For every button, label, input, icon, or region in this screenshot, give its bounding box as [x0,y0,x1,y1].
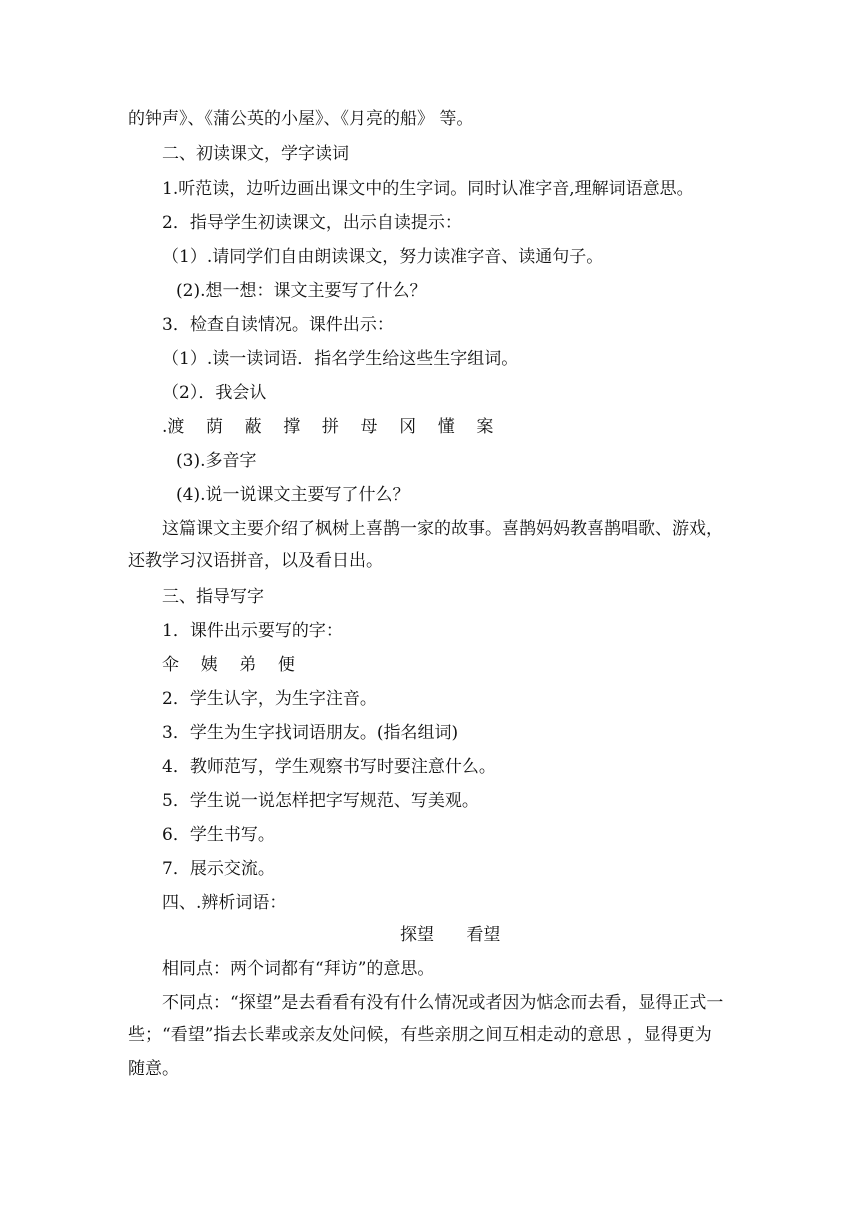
text-line: 2．学生认字，为生字注音。 [162,689,377,709]
paragraph-line: 相同点：两个词都有“拜访”的意思。 [162,959,435,979]
text-line: 5．学生说一说怎样把字写规范、写美观。 [162,791,479,811]
word-pair: 探望 看望 [400,925,501,945]
paragraph-line: 这篇课文主要介绍了枫树上喜鹊一家的故事。喜鹊妈妈教喜鹊唱歌、游戏， [162,519,723,539]
paragraph-line: 还教学习汉语拼音，以及看日出。 [128,551,383,571]
character-list: 伞 姨 弟 便 [162,655,295,675]
section-heading-4: 四、.辨析词语： [162,893,287,913]
text-line: (2).想一想：课文主要写了什么？ [176,281,427,301]
text-line: (4).说一说课文主要写了什么？ [176,485,410,505]
text-line: （1）.读一读词语．指名学生给这些生字组词。 [162,349,519,369]
text-line: 2．指导学生初读课文，出示自读提示： [162,213,462,233]
text-line: 1.听范读，边听边画出课文中的生字词。同时认准字音,理解词语意思。 [162,179,694,199]
text-line: （2）．我会认 [162,383,267,403]
paragraph-line: 随意。 [128,1059,179,1079]
character-list: .渡 荫 蔽 撑 拼 母 冈 懂 案 [162,417,494,437]
text-line: 3．学生为生字找词语朋友。(指名组词) [162,723,459,743]
text-line: 6．学生书写。 [162,825,275,845]
text-line: 3．检查自读情况。课件出示： [162,315,394,335]
text-line: 7．展示交流。 [162,859,275,879]
text-line-continuation: 的钟声》、《蒲公英的小屋》、《月亮的船》 等。 [128,109,474,129]
section-heading-3: 三、指导写字 [162,587,264,607]
paragraph-line: 些；“看望”指去长辈或亲友处问候，有些亲朋之间互相走动的意思 ，显得更为 [128,1025,712,1045]
text-line: 4．教师范写，学生观察书写时要注意什么。 [162,757,496,777]
text-line: (3).多音字 [176,451,257,471]
text-line: 1．课件出示要写的字： [162,621,343,641]
paragraph-line: 不同点：“探望”是去看看有没有什么情况或者因为惦念而去看，显得正式一 [162,993,724,1013]
text-line: （1）.请同学们自由朗读课文，努力读准字音、读通句子。 [162,247,604,267]
section-heading-2: 二、初读课文，学字读词 [162,144,349,164]
